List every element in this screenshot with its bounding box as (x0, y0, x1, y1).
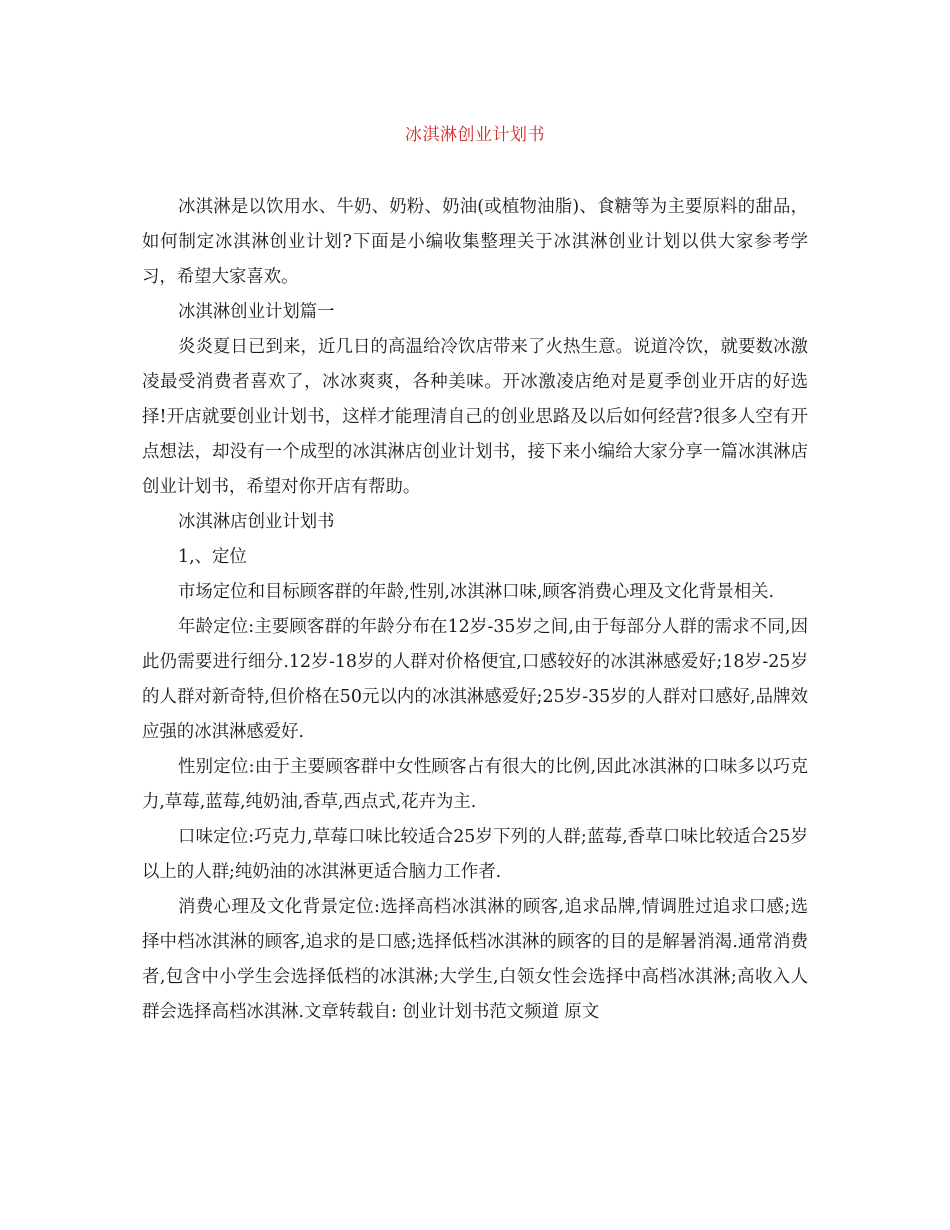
document-body (142, 190, 808, 1030)
gender-positioning-paragraph: 性别定位:由于主要顾客群中女性顾客占有很大的比例,因此冰淇淋的口味多以巧克力,草莓,蓝莓,纯奶油,香草,西点式,花卉为主. (142, 757, 808, 812)
flavor-positioning-paragraph: 口味定位:巧克力,草莓口味比较适合25岁下列的人群;蓝莓,香草口味比较适合25岁以上的人群;纯奶油的冰淇淋更适合脑力工作者. (142, 827, 808, 882)
subheading-positioning: 1,、定位 (178, 547, 247, 567)
age-positioning-paragraph: 年龄定位:主要顾客群的年龄分布在12岁-35岁之间,由于每部分人群的需求不同,因此仍需要进行细分.12岁-18岁的人群对价格便宜,口感较好的冰淇淋感爱好;18岁-25岁的人群对新奇特,但价格在50元以内的冰淇淋感爱好;25岁-35岁的人群对口感好,品牌效应强的冰淇淋感爱好. (142, 617, 808, 742)
section-heading-part-one: 冰淇淋创业计划篇一 (178, 302, 335, 322)
intro-paragraph: 冰淇淋是以饮用水、牛奶、奶粉、奶油(或植物油脂)、食糖等为主要原料的甜品，如何制定冰淇淋创业计划?下面是小编收集整理关于冰淇淋创业计划以供大家参考学习，希望大家喜欢。 (142, 197, 808, 287)
market-positioning-paragraph: 市场定位和目标顾客群的年龄,性别,冰淇淋口味,顾客消费心理及文化背景相关. (178, 582, 775, 602)
psychology-positioning-paragraph: 消费心理及文化背景定位:选择高档冰淇淋的顾客,追求品牌,情调胜过追求口感;选择中档冰淇淋的顾客,追求的是口感;选择低档冰淇淋的顾客的目的是解暑消渴.通常消费者,包含中小学生会选择低档的冰淇淋;大学生,白领女性会选择中高档冰淇淋;高收入人群会选择高档冰淇淋.文章转载自: 创业计划书范文频道 原文 (142, 897, 808, 1022)
summer-paragraph: 炎炎夏日已到来，近几日的高温给冷饮店带来了火热生意。说道冷饮，就要数冰激凌最受消费者喜欢了，冰冰爽爽，各种美味。开冰激凌店绝对是夏季创业开店的好选择!开店就要创业计划书，这样才能理清自己的创业思路及以后如何经营?很多人空有开点想法，却没有一个成型的冰淇淋店创业计划书，接下来小编给大家分享一篇冰淇淋店创业计划书，希望对你开店有帮助。 (142, 337, 808, 497)
document-title: 冰淇淋创业计划书 (405, 125, 545, 145)
section-heading-plan: 冰淇淋店创业计划书 (178, 512, 335, 532)
